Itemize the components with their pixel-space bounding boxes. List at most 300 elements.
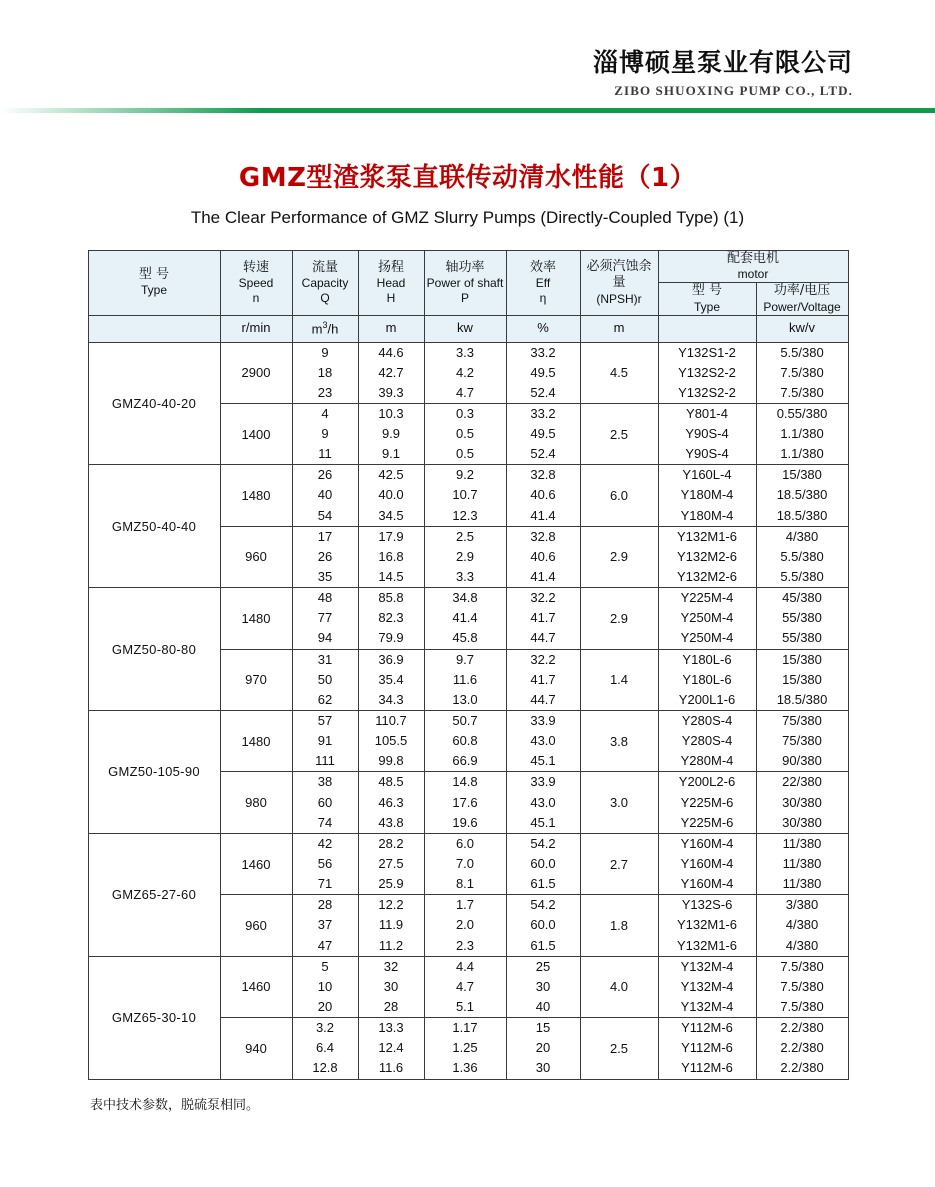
capacity-cell [292,465,358,526]
motor-type-cell-value: Y132M1-6 [677,917,737,933]
capacity-cell-value: 10 [317,978,333,994]
col-header-capacity-en: Capacity [301,275,349,290]
speed-cell: 1460 [220,956,292,1017]
efficiency-cell-value: 49.5 [530,426,556,442]
power-cell-value: 7.0 [455,856,475,872]
head-cell-value: 43.8 [378,814,404,830]
npsh-cell: 2.9 [580,588,658,649]
motor-power-cell-value: 55/380 [782,630,822,646]
speed-cell: 1460 [220,833,292,894]
capacity-cell-value: 4 [321,405,329,421]
motor-power-cell [756,711,848,772]
motor-power-cell-value: 3/380 [785,897,819,913]
head-cell [358,956,424,1017]
motor-type-cell-value: Y112M-6 [681,1020,733,1036]
motor-power-cell-value: 22/380 [782,774,822,790]
motor-type-cell-value: Y132S2-2 [678,364,736,380]
motor-type-cell-value: Y180L-6 [682,651,732,667]
efficiency-cell-value: 49.5 [530,364,556,380]
capacity-cell [292,649,358,710]
col-header-head [358,251,424,316]
motor-type-cell [658,956,756,1017]
efficiency-cell-value: 61.5 [530,876,556,892]
col-header-head-cn: 扬程 [377,259,404,275]
efficiency-cell-value: 32.8 [530,528,556,544]
capacity-cell-value: 20 [317,999,333,1014]
power-cell-value: 14.8 [452,774,478,790]
npsh-cell: 1.4 [580,649,658,710]
col-header-motor-type-en: Type [693,299,720,314]
power-cell-value: 4.7 [455,384,475,400]
capacity-cell-value: 3.2 [315,1020,335,1036]
head-cell [358,895,424,956]
motor-power-cell-value: 18.5/380 [776,691,828,707]
capacity-cell-value: 48 [317,590,333,606]
motor-type-cell-value: Y132M1-6 [677,937,737,953]
motor-power-cell [756,465,848,526]
motor-type-cell-value: Y180M-4 [680,487,734,503]
power-cell-value: 19.6 [452,814,478,830]
power-cell-value: 50.7 [452,713,478,729]
pump-type-cell: GMZ65-27-60 [88,833,220,956]
power-cell-value: 34.8 [452,590,478,606]
page-header [0,0,935,112]
motor-power-cell-value: 75/380 [782,713,822,729]
efficiency-cell-value: 41.4 [530,569,556,585]
motor-power-cell-value: 7.5/380 [780,384,824,400]
power-cell-value: 9.2 [455,467,475,483]
motor-type-cell-value: Y132S-6 [681,897,733,913]
efficiency-cell-value: 33.9 [530,713,556,729]
capacity-cell-value: 111 [315,753,335,769]
col-header-motor-type [658,283,756,315]
motor-type-cell-value: Y160L-4 [682,467,732,483]
col-header-power-cn: 轴功率 [445,259,485,275]
header-row-units [88,315,848,342]
motor-power-cell [756,1018,848,1079]
head-cell [358,1018,424,1079]
motor-type-cell-value: Y132M-4 [680,999,734,1014]
efficiency-cell-value: 30 [535,978,551,994]
capacity-cell [292,772,358,833]
capacity-cell-value: 12.8 [312,1060,338,1076]
capacity-cell-value: 9 [321,344,329,360]
npsh-cell: 2.7 [580,833,658,894]
motor-type-cell-value: Y280M-4 [680,753,734,769]
col-header-head-sym: H [386,290,396,305]
power-cell-value: 4.4 [455,958,475,974]
capacity-cell-value: 47 [317,937,333,953]
motor-type-cell-value: Y280S-4 [681,713,733,729]
motor-type-cell-value: Y200L2-6 [678,774,736,790]
head-cell-value: 9.1 [381,446,401,462]
capacity-cell-value: 26 [317,467,333,483]
npsh-cell: 2.5 [580,1018,658,1079]
col-header-capacity-cn: 流量 [311,259,338,275]
capacity-cell-value: 17 [317,528,333,544]
power-cell [424,588,506,649]
motor-power-cell [756,403,848,464]
motor-type-cell-value: Y250M-4 [680,630,734,646]
motor-type-cell-value: Y160M-4 [680,856,734,872]
capacity-cell-value: 11 [318,446,332,462]
motor-power-cell [756,833,848,894]
capacity-cell-value: 94 [317,630,333,646]
efficiency-cell-value: 20 [535,1040,551,1056]
speed-cell: 980 [220,772,292,833]
efficiency-cell-value: 32.2 [530,651,556,667]
head-cell-value: 25.9 [378,876,404,892]
power-cell-value: 13.0 [452,691,478,707]
power-cell [424,526,506,587]
efficiency-cell [506,833,580,894]
page-title-en: The Clear Performance of GMZ Slurry Pumps (Directly-Coupled Type) (1) [190,208,745,227]
motor-power-cell-value: 30/380 [782,814,822,830]
motor-power-cell-value: 7.5/380 [780,958,824,974]
col-header-motor-en: motor [737,267,769,282]
capacity-cell-value: 38 [317,774,333,790]
power-cell-value: 2.5 [455,528,475,544]
speed-cell: 960 [220,895,292,956]
efficiency-cell-value: 33.9 [530,774,556,790]
speed-cell: 1480 [220,711,292,772]
head-cell-value: 10.3 [378,405,404,421]
power-cell [424,649,506,710]
col-header-npsh-cn: 必须汽蚀余量 [586,259,652,291]
table-row [88,342,848,403]
col-header-type-cn: 型 号 [138,267,170,283]
capacity-cell-value: 31 [317,651,333,667]
head-cell-value: 11.9 [378,917,404,933]
efficiency-cell-value: 25 [535,958,551,974]
capacity-cell [292,711,358,772]
head-cell-value: 34.5 [378,507,404,523]
capacity-cell-value: 23 [317,384,333,400]
head-cell-value: 13.3 [378,1020,404,1036]
head-cell-value: 99.8 [378,753,404,769]
head-cell-value: 12.2 [378,897,404,913]
motor-power-cell-value: 1.1/380 [780,446,824,462]
motor-power-cell-value: 30/380 [782,794,822,810]
efficiency-cell-value: 43.0 [530,794,556,810]
speed-cell: 960 [220,526,292,587]
table-row [88,833,848,894]
efficiency-cell [506,711,580,772]
head-cell-value: 79.9 [378,630,404,646]
power-cell [424,342,506,403]
efficiency-cell-value: 60.0 [530,856,556,872]
motor-type-cell-value: Y90S-4 [685,446,729,462]
table-row [88,956,848,1017]
motor-power-cell-value: 7.5/380 [780,978,824,994]
efficiency-cell-value: 52.4 [530,384,556,400]
head-cell-value: 14.5 [378,569,404,585]
motor-type-cell-value: Y132M2-6 [677,569,737,585]
efficiency-cell-value: 41.7 [530,671,556,687]
unit-head: m [358,315,424,342]
motor-power-cell-value: 11/380 [782,856,822,872]
capacity-cell [292,588,358,649]
efficiency-cell-value: 30 [535,1060,551,1076]
power-cell-value: 9.7 [455,651,475,667]
power-cell-value: 4.2 [455,364,475,380]
unit-type [88,315,220,342]
performance-table-wrap [88,250,848,1080]
power-cell [424,1018,506,1079]
motor-power-cell-value: 11/380 [782,835,822,851]
motor-type-cell [658,895,756,956]
efficiency-cell-value: 45.1 [530,814,556,830]
power-cell-value: 5.1 [455,999,475,1014]
efficiency-cell [506,772,580,833]
pump-type-cell: GMZ50-80-80 [88,588,220,711]
efficiency-cell-value: 43.0 [530,733,556,749]
motor-type-cell-value: Y132M-4 [680,978,734,994]
power-cell-value: 0.5 [455,446,475,462]
motor-type-cell-value: Y132M2-6 [677,548,737,564]
capacity-cell [292,956,358,1017]
efficiency-cell [506,895,580,956]
col-header-capacity [292,251,358,316]
head-cell-value: 11.2 [378,937,404,953]
efficiency-cell-value: 54.2 [530,835,556,851]
capacity-cell-value: 9 [321,426,329,442]
power-cell-value: 12.3 [452,507,478,523]
capacity-cell-value: 6.4 [315,1040,335,1056]
table-body [88,342,848,1079]
motor-power-cell-value: 2.2/380 [780,1060,824,1076]
capacity-cell-value: 54 [317,507,333,523]
efficiency-cell-value: 45.1 [530,753,556,769]
unit-capacity: $m^3/h$ [292,315,358,342]
power-cell-value: 10.7 [452,487,478,503]
motor-type-cell-value: Y225M-6 [680,794,734,810]
capacity-cell-value: 18 [317,364,333,380]
capacity-cell-value: 5 [321,958,329,974]
head-cell-value: 28.2 [378,835,404,851]
unit-efficiency: % [506,315,580,342]
power-cell [424,833,506,894]
motor-type-cell-value: Y132M1-6 [677,528,737,544]
col-header-efficiency [506,251,580,316]
head-cell-value: 105.5 [374,733,408,749]
motor-power-cell-value: 15/380 [782,651,822,667]
capacity-cell-value: 56 [317,856,333,872]
col-header-type-en: Type [140,283,167,298]
motor-type-cell [658,772,756,833]
efficiency-cell [506,956,580,1017]
power-cell-value: 8.1 [455,876,475,892]
unit-motor-type [658,315,756,342]
capacity-cell-value: 37 [317,917,333,933]
table-row [88,711,848,772]
speed-cell: 1480 [220,588,292,649]
efficiency-cell-value: 54.2 [530,897,556,913]
motor-type-cell-value: Y160M-4 [680,876,734,892]
motor-power-cell-value: 11/380 [782,876,822,892]
unit-speed: r/min [220,315,292,342]
motor-power-cell-value: 4/380 [785,528,819,544]
motor-type-cell [658,711,756,772]
motor-power-cell-value: 2.2/380 [780,1020,824,1036]
efficiency-cell-value: 52.4 [530,446,556,462]
power-cell-value: 1.25 [452,1040,478,1056]
motor-type-cell-value: Y280S-4 [681,733,733,749]
head-cell-value: 46.3 [378,794,404,810]
col-header-type [88,251,220,316]
capacity-cell-value: 60 [317,794,333,810]
head-cell-value: 17.9 [378,528,404,544]
efficiency-cell [506,342,580,403]
col-header-efficiency-cn: 效率 [529,259,556,275]
efficiency-cell-value: 15 [535,1020,551,1036]
head-cell-value: 11.6 [378,1060,404,1076]
head-cell-value: 30 [383,978,399,994]
efficiency-cell-value: 33.2 [530,344,556,360]
col-header-motor-cn: 配套电机 [727,251,780,266]
motor-power-cell-value: 1.1/380 [780,426,824,442]
head-cell-value: 39.3 [378,384,404,400]
capacity-cell [292,1018,358,1079]
head-cell [358,711,424,772]
table-row [88,588,848,649]
capacity-cell-value: 57 [317,713,333,729]
motor-type-cell-value: Y112M-6 [681,1040,733,1056]
power-cell-value: 2.0 [455,917,475,933]
power-cell-value: 11.6 [452,671,478,687]
head-cell-value: 42.7 [378,364,404,380]
capacity-cell-value: 26 [317,548,333,564]
head-cell-value: 9.9 [381,426,401,442]
capacity-cell-value: 74 [317,814,333,830]
efficiency-cell [506,649,580,710]
power-cell-value: 1.17 [452,1020,478,1036]
unit-npsh: m [580,315,658,342]
header-row-main [88,251,848,283]
head-cell-value: 40.0 [378,487,404,503]
motor-type-cell [658,1018,756,1079]
head-cell [358,588,424,649]
head-cell-value: 27.5 [378,856,404,872]
efficiency-cell-value: 61.5 [530,937,556,953]
power-cell-value: 1.36 [452,1060,478,1076]
capacity-cell-value: 28 [317,897,333,913]
head-cell-value: 44.6 [378,344,404,360]
power-cell [424,956,506,1017]
efficiency-cell-value: 33.2 [530,405,556,421]
capacity-cell [292,833,358,894]
motor-power-cell [756,772,848,833]
col-header-capacity-sym: Q [320,290,330,305]
npsh-cell: 4.0 [580,956,658,1017]
motor-power-cell-value: 55/380 [782,610,822,626]
power-cell [424,772,506,833]
head-cell-value: 28 [383,999,399,1014]
capacity-cell-value: 62 [317,691,333,707]
motor-power-cell-value: 15/380 [782,467,822,483]
col-header-motor-type-cn: 型 号 [691,283,723,299]
motor-power-cell-value: 45/380 [782,590,822,606]
npsh-cell: 1.8 [580,895,658,956]
col-header-speed-en: Speed [238,275,274,290]
efficiency-cell [506,588,580,649]
unit-motor-power: kw/v [756,315,848,342]
npsh-cell: 2.9 [580,526,658,587]
power-cell [424,711,506,772]
motor-power-cell-value: 5.5/380 [780,569,824,585]
table-head [88,251,848,343]
power-cell-value: 3.3 [455,569,475,585]
capacity-cell-value: 71 [317,876,333,892]
head-cell-value: 12.4 [378,1040,404,1056]
power-cell [424,465,506,526]
head-cell-value: 32 [383,958,399,974]
motor-power-cell-value: 5.5/380 [780,548,824,564]
motor-type-cell-value: Y132M-4 [680,958,734,974]
head-cell-value: 42.5 [378,467,404,483]
speed-cell: 1480 [220,465,292,526]
capacity-cell [292,403,358,464]
capacity-cell [292,526,358,587]
motor-type-cell-value: Y225M-4 [680,590,734,606]
motor-type-cell [658,342,756,403]
motor-type-cell [658,649,756,710]
motor-power-cell-value: 2.2/380 [780,1040,824,1056]
power-cell-value: 0.3 [455,405,475,421]
col-header-motor-power [756,283,848,315]
motor-power-cell [756,526,848,587]
page-title-cn: GMZ型渣浆泵直联传动清水性能（1） [238,163,697,193]
col-header-efficiency-en: Eff [535,275,551,290]
capacity-cell [292,895,358,956]
npsh-cell: 3.0 [580,772,658,833]
motor-type-cell [658,465,756,526]
npsh-cell: 2.5 [580,403,658,464]
efficiency-cell-value: 40.6 [530,548,556,564]
pump-type-cell: GMZ50-40-40 [88,465,220,588]
motor-power-cell [756,649,848,710]
head-cell-value: 82.3 [378,610,404,626]
col-header-speed [220,251,292,316]
col-header-power-sym: P [460,290,469,305]
power-cell-value: 2.3 [455,937,475,953]
npsh-cell: 3.8 [580,711,658,772]
motor-type-cell [658,833,756,894]
power-cell-value: 3.3 [455,344,475,360]
power-cell-value: 60.8 [452,733,478,749]
motor-type-cell-value: Y250M-4 [680,610,734,626]
efficiency-cell-value: 60.0 [530,917,556,933]
head-cell-value: 48.5 [378,774,404,790]
motor-type-cell-value: Y160M-4 [680,835,734,851]
motor-power-cell-value: 75/380 [782,733,822,749]
power-cell-value: 17.6 [452,794,478,810]
pump-type-cell: GMZ65-30-10 [88,956,220,1079]
power-cell-value: 41.4 [452,610,478,626]
motor-power-cell-value: 7.5/380 [780,999,824,1014]
motor-type-cell [658,588,756,649]
head-cell [358,403,424,464]
col-header-motor-power-en: Power/Voltage [763,299,841,314]
motor-power-cell-value: 5.5/380 [780,344,824,360]
efficiency-cell [506,465,580,526]
power-cell-value: 1.7 [455,897,475,913]
speed-cell: 940 [220,1018,292,1079]
col-header-speed-sym: n [252,290,260,305]
motor-type-cell [658,526,756,587]
motor-power-cell [756,956,848,1017]
col-header-power-en: Power of shaft [426,275,504,290]
